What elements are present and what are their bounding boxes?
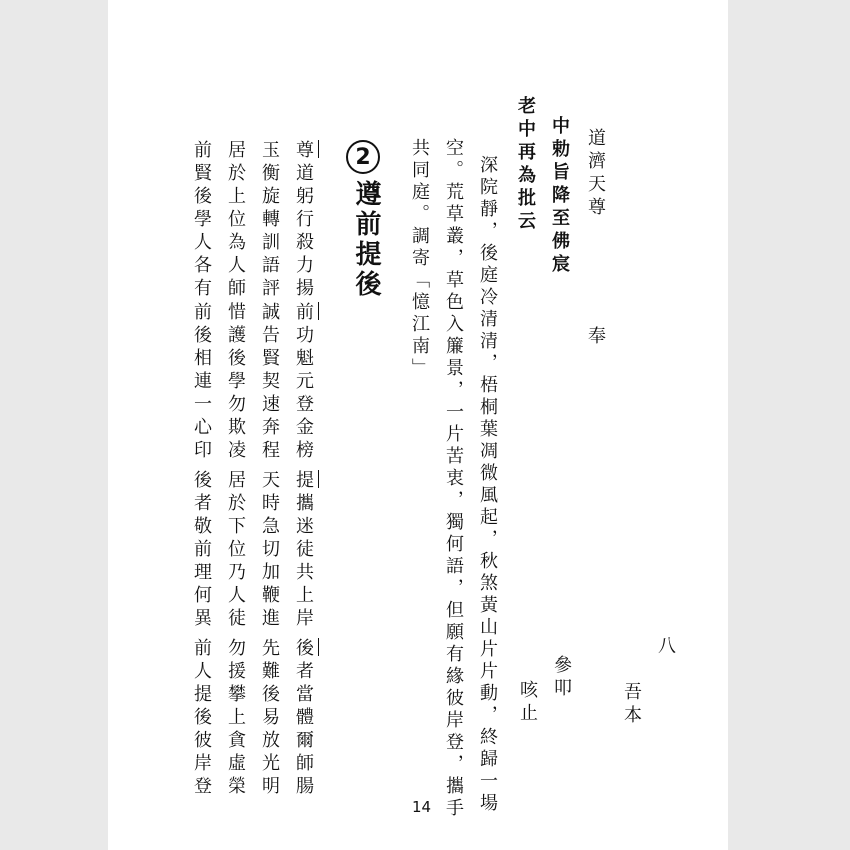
header-respect: 奉 bbox=[585, 326, 606, 349]
header-self: 吾本 bbox=[621, 682, 642, 728]
verse-mark-1 bbox=[318, 140, 319, 158]
verse-4-2: 前後相連一心印 bbox=[191, 302, 212, 463]
verse-3-2: 惜護後學勿欺凌 bbox=[225, 302, 246, 463]
verse-3-4: 勿援攀上貪虛榮 bbox=[225, 638, 246, 799]
section-title: 遵前提後 bbox=[351, 180, 381, 300]
intro-line1-side: 參叩 bbox=[551, 655, 572, 701]
verse-mark-4 bbox=[318, 638, 319, 656]
section-number-badge: 2 bbox=[346, 140, 380, 174]
verse-2-1: 玉衡旋轉訓語評 bbox=[259, 140, 280, 301]
verse-1-3: 提攜迷徒共上岸 bbox=[293, 470, 314, 631]
header-deity: 道濟天尊 bbox=[585, 128, 606, 220]
intro-line2: 老中再為批云 bbox=[515, 96, 536, 234]
verse-2-4: 先難後易放光明 bbox=[259, 638, 280, 799]
intro-line2-side: 咳止 bbox=[517, 680, 538, 726]
verse-1-1: 尊道躬行殺力揚 bbox=[293, 140, 314, 301]
intro-line1: 中勅旨降至佛宸 bbox=[549, 116, 570, 277]
verse-3-1: 居於上位為人師 bbox=[225, 140, 246, 301]
verse-mark-3 bbox=[318, 470, 319, 488]
document-page bbox=[108, 0, 728, 850]
verse-4-1: 前賢後學人各有 bbox=[191, 140, 212, 301]
poem-column-3: 共同庭。調寄「憶江南」 bbox=[409, 138, 430, 380]
verse-4-3: 後者敬前理何異 bbox=[191, 470, 212, 631]
header-number: 八 bbox=[655, 636, 676, 659]
verse-mark-2 bbox=[318, 302, 319, 320]
page-number: 14 bbox=[412, 798, 432, 816]
verse-1-2: 前功魁元登金榜 bbox=[293, 302, 314, 463]
verse-1-4: 後者當體爾師腸 bbox=[293, 638, 314, 799]
poem-column-1: 深院靜，後庭冷清清，梧桐葉凋微風起，秋煞黃山片片動，終歸一場 bbox=[477, 155, 498, 815]
verse-4-4: 前人提後彼岸登 bbox=[191, 638, 212, 799]
verse-2-2: 誠告賢契速奔程 bbox=[259, 302, 280, 463]
verse-3-3: 居於下位乃人徒 bbox=[225, 470, 246, 631]
verse-2-3: 天時急切加鞭進 bbox=[259, 470, 280, 631]
poem-column-2: 空。荒草叢，草色入簾景，一片苦衷，獨何語，但願有緣彼岸登，攜手 bbox=[443, 138, 464, 820]
